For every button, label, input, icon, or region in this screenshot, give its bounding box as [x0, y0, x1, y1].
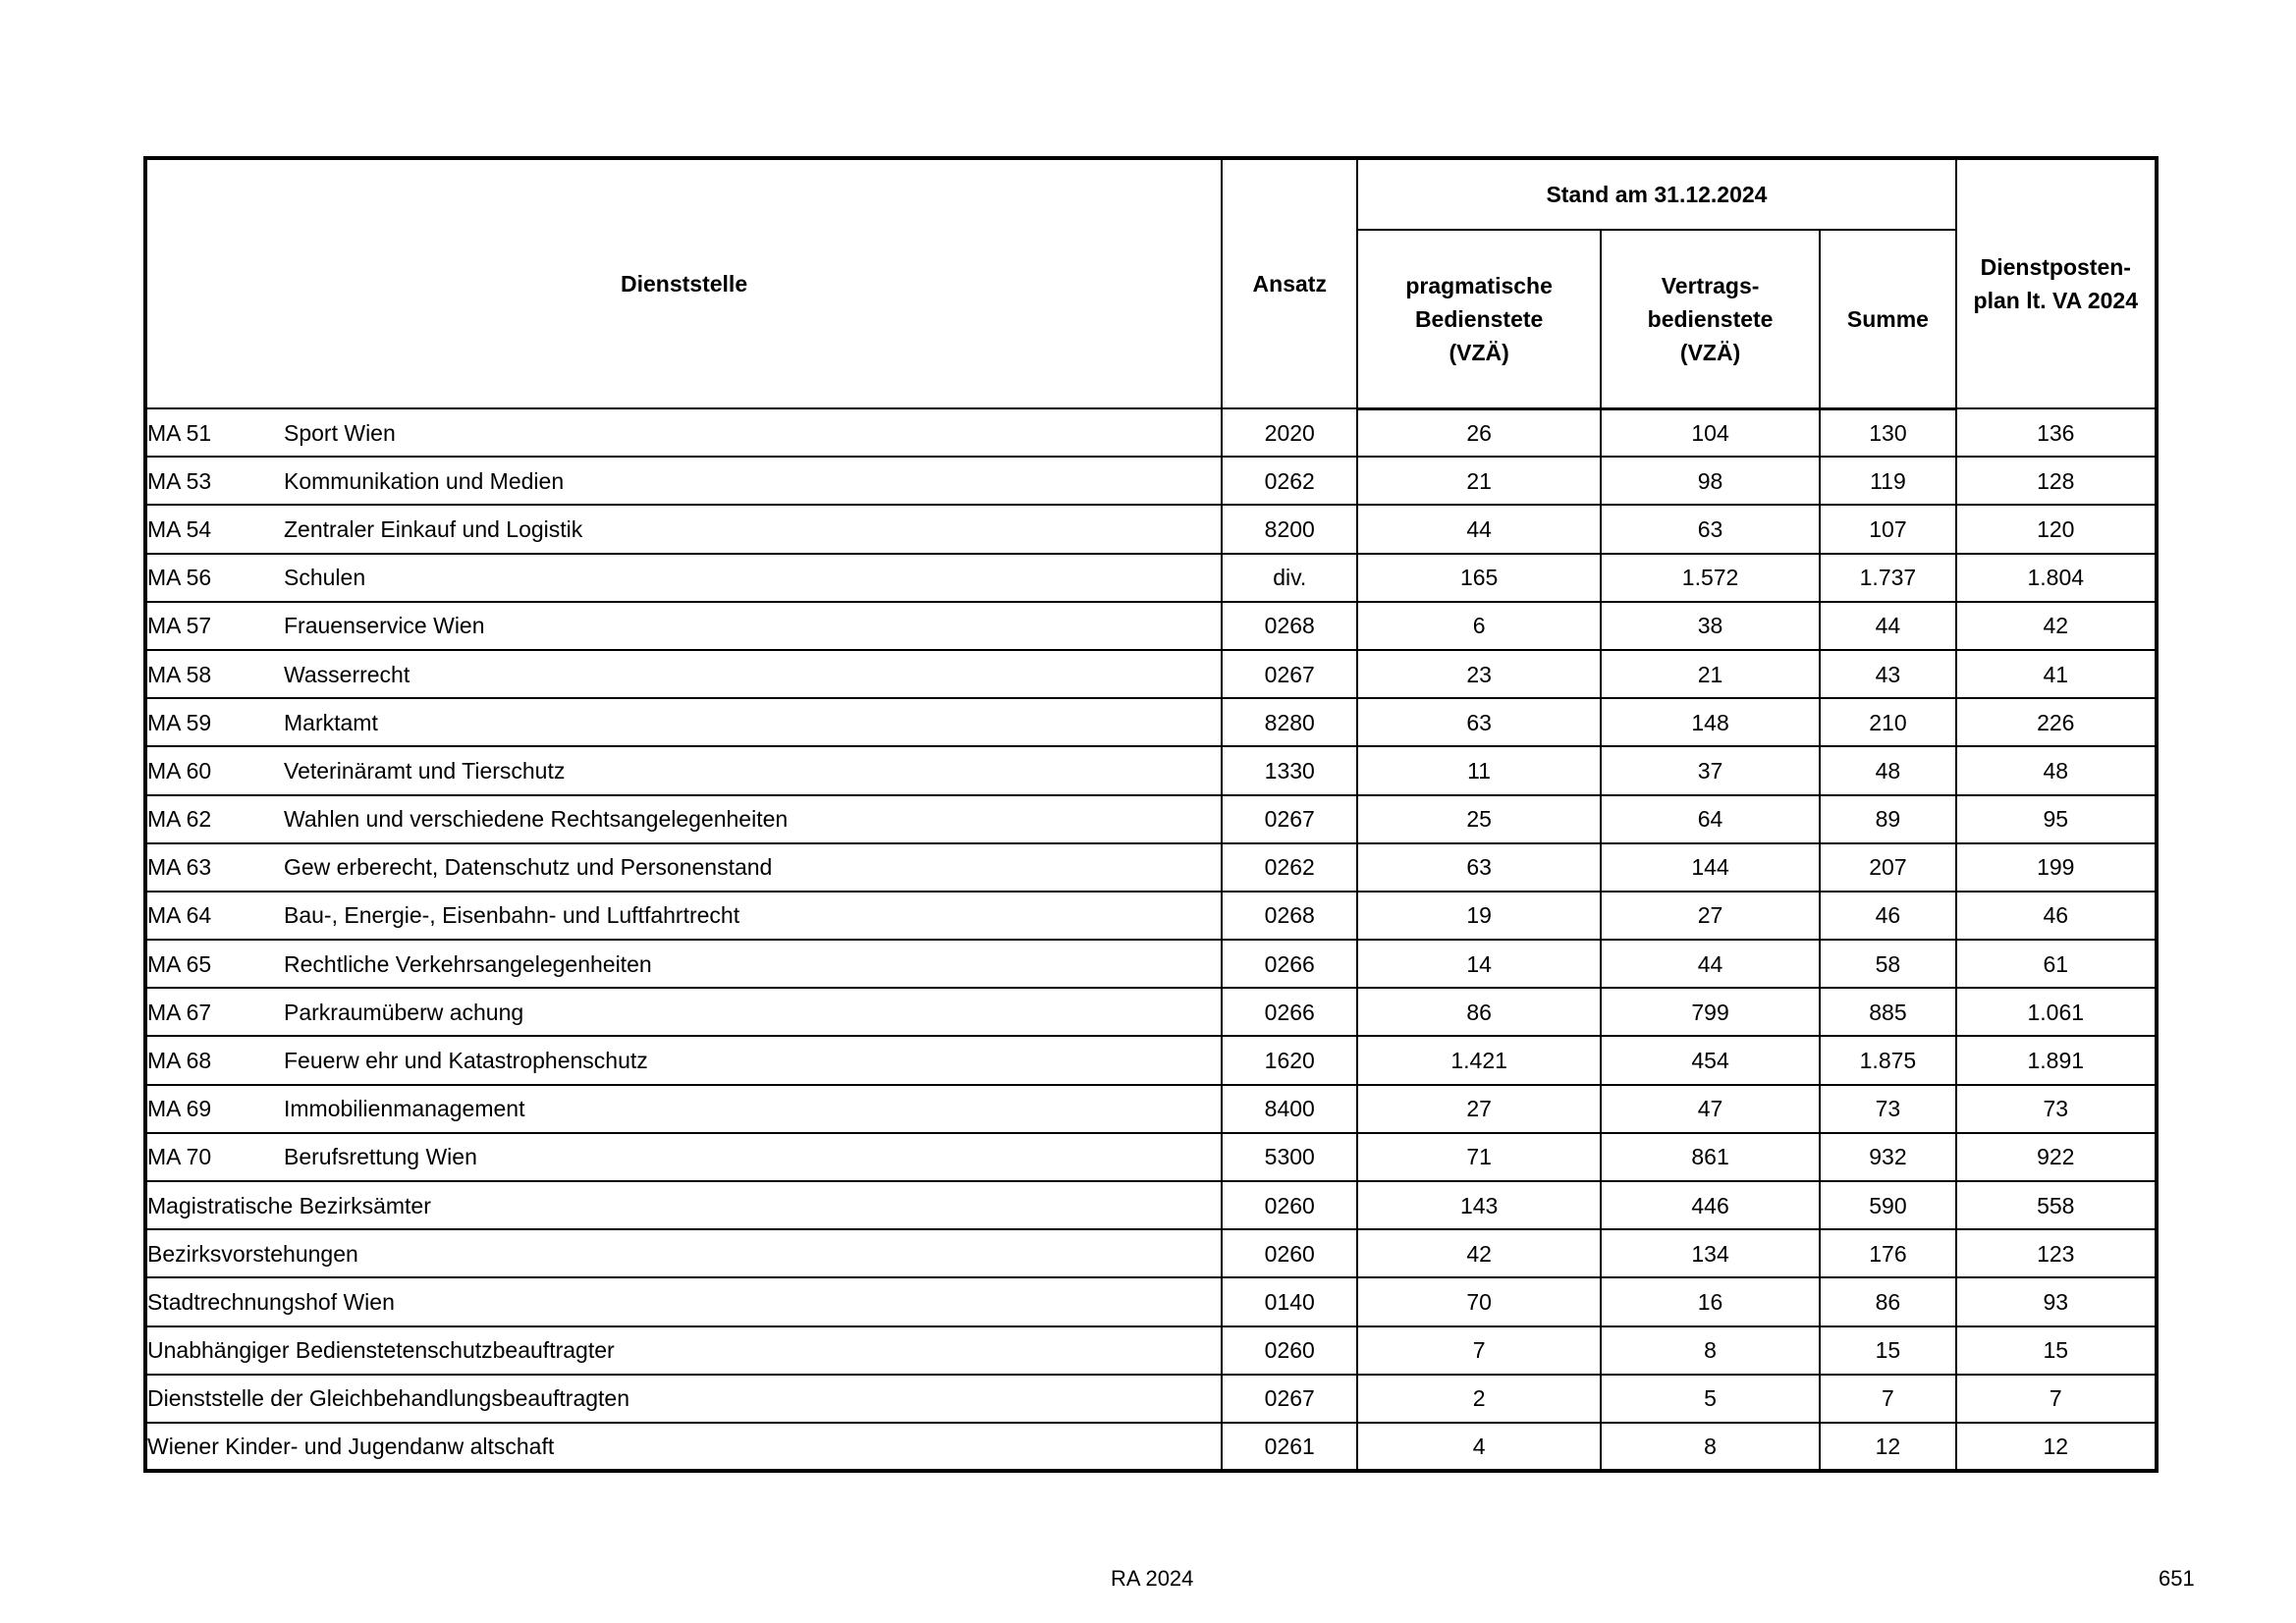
cell-vertrag: 8 — [1601, 1423, 1820, 1471]
cell-pragmatisch: 2 — [1357, 1375, 1600, 1423]
cell-code: MA 69 — [147, 1096, 212, 1122]
cell-ansatz: 0267 — [1222, 650, 1357, 698]
cell-dienststelle — [145, 746, 1222, 794]
table-row — [145, 1423, 2157, 1471]
cell-plan: 136 — [1956, 408, 2157, 457]
cell-plan: 558 — [1956, 1181, 2157, 1229]
cell-ansatz: 0261 — [1222, 1423, 1357, 1471]
cell-dienststelle — [145, 988, 1222, 1036]
cell-plan: 42 — [1956, 602, 2157, 650]
cell-dienststelle — [145, 1375, 1222, 1423]
cell-code: MA 70 — [147, 1144, 212, 1170]
cell-ansatz: div. — [1222, 554, 1357, 602]
cell-pragmatisch: 14 — [1357, 940, 1600, 988]
cell-plan: 7 — [1956, 1375, 2157, 1423]
cell-dienststelle — [145, 940, 1222, 988]
cell-vertrag: 1.572 — [1601, 554, 1820, 602]
cell-pragmatisch: 26 — [1357, 408, 1600, 457]
cell-vertrag: 861 — [1601, 1133, 1820, 1181]
cell-dienststelle — [145, 1133, 1222, 1181]
cell-summe: 48 — [1820, 746, 1955, 794]
cell-name: Wasserrecht — [284, 661, 410, 687]
cell-name: Zentraler Einkauf und Logistik — [284, 515, 583, 542]
cell-ansatz: 5300 — [1222, 1133, 1357, 1181]
cell-code: MA 60 — [147, 757, 212, 784]
cell-vertrag: 446 — [1601, 1181, 1820, 1229]
cell-pragmatisch: 4 — [1357, 1423, 1600, 1471]
footer-report: RA 2024 — [1111, 1566, 1194, 1591]
cell-name: Unabhängiger Bedienstetenschutzbeauftragter — [147, 1337, 615, 1364]
header-ansatz: Ansatz — [1222, 158, 1357, 408]
cell-dienststelle — [145, 843, 1222, 892]
cell-ansatz: 1330 — [1222, 746, 1357, 794]
cell-dienststelle — [145, 795, 1222, 843]
header-summe: Summe — [1820, 230, 1955, 408]
cell-pragmatisch: 23 — [1357, 650, 1600, 698]
cell-vertrag: 8 — [1601, 1326, 1820, 1375]
page-number: 651 — [2159, 1566, 2195, 1591]
table-row — [145, 698, 2157, 746]
cell-pragmatisch: 25 — [1357, 795, 1600, 843]
table-row — [145, 746, 2157, 794]
cell-pragmatisch: 44 — [1357, 505, 1600, 553]
table-row — [145, 1133, 2157, 1181]
cell-pragmatisch: 63 — [1357, 698, 1600, 746]
cell-ansatz: 0266 — [1222, 940, 1357, 988]
table-row — [145, 1326, 2157, 1375]
cell-vertrag: 44 — [1601, 940, 1820, 988]
cell-ansatz: 0268 — [1222, 892, 1357, 940]
cell-pragmatisch: 86 — [1357, 988, 1600, 1036]
cell-vertrag: 148 — [1601, 698, 1820, 746]
cell-pragmatisch: 27 — [1357, 1085, 1600, 1133]
cell-dienststelle — [145, 1181, 1222, 1229]
cell-pragmatisch: 165 — [1357, 554, 1600, 602]
cell-code: MA 68 — [147, 1048, 212, 1074]
cell-name: Feuerw ehr und Katastrophenschutz — [284, 1048, 648, 1074]
cell-dienststelle — [145, 1036, 1222, 1084]
cell-pragmatisch: 21 — [1357, 457, 1600, 505]
cell-plan: 1.804 — [1956, 554, 2157, 602]
cell-code: MA 62 — [147, 806, 212, 833]
cell-pragmatisch: 143 — [1357, 1181, 1600, 1229]
cell-plan: 73 — [1956, 1085, 2157, 1133]
cell-pragmatisch: 11 — [1357, 746, 1600, 794]
cell-dienststelle — [145, 408, 1222, 457]
cell-plan: 93 — [1956, 1277, 2157, 1325]
table-row — [145, 988, 2157, 1036]
cell-ansatz: 8400 — [1222, 1085, 1357, 1133]
table-row — [145, 1085, 2157, 1133]
cell-ansatz: 0262 — [1222, 457, 1357, 505]
cell-name: Veterinäramt und Tierschutz — [284, 757, 566, 784]
cell-vertrag: 37 — [1601, 746, 1820, 794]
cell-plan: 46 — [1956, 892, 2157, 940]
cell-dienststelle — [145, 1085, 1222, 1133]
cell-vertrag: 47 — [1601, 1085, 1820, 1133]
cell-summe: 58 — [1820, 940, 1955, 988]
cell-pragmatisch: 42 — [1357, 1229, 1600, 1277]
cell-dienststelle — [145, 650, 1222, 698]
cell-plan: 922 — [1956, 1133, 2157, 1181]
table-row — [145, 457, 2157, 505]
cell-summe: 15 — [1820, 1326, 1955, 1375]
table-row — [145, 1375, 2157, 1423]
cell-summe: 44 — [1820, 602, 1955, 650]
cell-summe: 932 — [1820, 1133, 1955, 1181]
cell-ansatz: 8200 — [1222, 505, 1357, 553]
cell-plan: 1.061 — [1956, 988, 2157, 1036]
cell-name: Parkraumüberw achung — [284, 999, 524, 1025]
cell-summe: 119 — [1820, 457, 1955, 505]
table-row — [145, 554, 2157, 602]
cell-ansatz: 1620 — [1222, 1036, 1357, 1084]
cell-code: MA 51 — [147, 419, 212, 446]
cell-dienststelle — [145, 698, 1222, 746]
cell-summe: 130 — [1820, 408, 1955, 457]
table-row — [145, 1229, 2157, 1277]
cell-summe: 207 — [1820, 843, 1955, 892]
cell-summe: 590 — [1820, 1181, 1955, 1229]
cell-pragmatisch: 63 — [1357, 843, 1600, 892]
cell-pragmatisch: 7 — [1357, 1326, 1600, 1375]
cell-code: MA 59 — [147, 709, 212, 735]
cell-code: MA 58 — [147, 661, 212, 687]
table-row — [145, 505, 2157, 553]
cell-name: Sport Wien — [284, 419, 396, 446]
cell-name: Stadtrechnungshof Wien — [147, 1288, 395, 1315]
cell-summe: 885 — [1820, 988, 1955, 1036]
header-pragmatische: pragmatische Bedienstete (VZÄ) — [1357, 230, 1600, 408]
cell-code: MA 54 — [147, 515, 212, 542]
cell-plan: 120 — [1956, 505, 2157, 553]
cell-summe: 176 — [1820, 1229, 1955, 1277]
staff-table — [143, 156, 2159, 1473]
cell-summe: 46 — [1820, 892, 1955, 940]
cell-ansatz: 0267 — [1222, 795, 1357, 843]
cell-plan: 15 — [1956, 1326, 2157, 1375]
cell-code: MA 65 — [147, 950, 212, 977]
header-dienststelle: Dienststelle — [145, 158, 1222, 408]
cell-vertrag: 799 — [1601, 988, 1820, 1036]
cell-code: MA 67 — [147, 999, 212, 1025]
cell-dienststelle — [145, 554, 1222, 602]
cell-plan: 128 — [1956, 457, 2157, 505]
cell-code: MA 63 — [147, 854, 212, 881]
cell-code: MA 57 — [147, 613, 212, 639]
cell-pragmatisch: 6 — [1357, 602, 1600, 650]
table-row — [145, 650, 2157, 698]
cell-name: Frauenservice Wien — [284, 613, 485, 639]
table-row — [145, 408, 2157, 457]
table-row — [145, 940, 2157, 988]
cell-dienststelle — [145, 892, 1222, 940]
cell-ansatz: 0260 — [1222, 1326, 1357, 1375]
cell-name: Rechtliche Verkehrsangelegenheiten — [284, 950, 652, 977]
cell-name: Magistratische Bezirksämter — [147, 1192, 431, 1218]
cell-ansatz: 0262 — [1222, 843, 1357, 892]
table-row — [145, 1036, 2157, 1084]
cell-ansatz: 8280 — [1222, 698, 1357, 746]
cell-ansatz: 0267 — [1222, 1375, 1357, 1423]
cell-summe: 1.875 — [1820, 1036, 1955, 1084]
cell-vertrag: 27 — [1601, 892, 1820, 940]
cell-ansatz: 0268 — [1222, 602, 1357, 650]
cell-vertrag: 134 — [1601, 1229, 1820, 1277]
cell-plan: 226 — [1956, 698, 2157, 746]
cell-summe: 12 — [1820, 1423, 1955, 1471]
table-row — [145, 1277, 2157, 1325]
cell-name: Bezirksvorstehungen — [147, 1240, 358, 1267]
header-dienstposten: Dienstposten- plan lt. VA 2024 — [1956, 158, 2157, 408]
cell-vertrag: 144 — [1601, 843, 1820, 892]
cell-dienststelle — [145, 1423, 1222, 1471]
cell-pragmatisch: 1.421 — [1357, 1036, 1600, 1084]
cell-code: MA 53 — [147, 467, 212, 494]
cell-plan: 1.891 — [1956, 1036, 2157, 1084]
cell-vertrag: 454 — [1601, 1036, 1820, 1084]
cell-name: Gew erberecht, Datenschutz und Personenstand — [284, 854, 773, 881]
cell-plan: 123 — [1956, 1229, 2157, 1277]
table-body — [145, 408, 2157, 1471]
cell-dienststelle — [145, 505, 1222, 553]
cell-name: Bau-, Energie-, Eisenbahn- und Luftfahrtrecht — [284, 902, 740, 929]
cell-ansatz: 0266 — [1222, 988, 1357, 1036]
cell-dienststelle — [145, 457, 1222, 505]
cell-plan: 95 — [1956, 795, 2157, 843]
cell-name: Kommunikation und Medien — [284, 467, 565, 494]
cell-code: MA 64 — [147, 902, 212, 929]
cell-summe: 89 — [1820, 795, 1955, 843]
cell-vertrag: 21 — [1601, 650, 1820, 698]
cell-name: Dienststelle der Gleichbehandlungsbeauftragten — [147, 1385, 629, 1412]
cell-plan: 48 — [1956, 746, 2157, 794]
cell-vertrag: 63 — [1601, 505, 1820, 553]
table-row — [145, 843, 2157, 892]
cell-vertrag: 16 — [1601, 1277, 1820, 1325]
cell-vertrag: 104 — [1601, 408, 1820, 457]
cell-plan: 41 — [1956, 650, 2157, 698]
cell-plan: 61 — [1956, 940, 2157, 988]
cell-code: MA 56 — [147, 565, 212, 591]
cell-plan: 199 — [1956, 843, 2157, 892]
header-vertrags: Vertrags- bedienstete (VZÄ) — [1601, 230, 1820, 408]
cell-dienststelle — [145, 1326, 1222, 1375]
table-row — [145, 892, 2157, 940]
cell-summe: 107 — [1820, 505, 1955, 553]
table-row — [145, 602, 2157, 650]
cell-name: Immobilienmanagement — [284, 1096, 525, 1122]
cell-summe: 1.737 — [1820, 554, 1955, 602]
cell-plan: 12 — [1956, 1423, 2157, 1471]
cell-dienststelle — [145, 1229, 1222, 1277]
cell-vertrag: 64 — [1601, 795, 1820, 843]
cell-ansatz: 0260 — [1222, 1181, 1357, 1229]
cell-ansatz: 0260 — [1222, 1229, 1357, 1277]
cell-summe: 7 — [1820, 1375, 1955, 1423]
cell-summe: 86 — [1820, 1277, 1955, 1325]
cell-summe: 43 — [1820, 650, 1955, 698]
cell-pragmatisch: 71 — [1357, 1133, 1600, 1181]
cell-summe: 73 — [1820, 1085, 1955, 1133]
cell-name: Schulen — [284, 565, 366, 591]
cell-ansatz: 0140 — [1222, 1277, 1357, 1325]
cell-ansatz: 2020 — [1222, 408, 1357, 457]
table-row — [145, 1181, 2157, 1229]
cell-vertrag: 5 — [1601, 1375, 1820, 1423]
cell-name: Wahlen und verschiedene Rechtsangelegenheiten — [284, 806, 789, 833]
cell-name: Berufsrettung Wien — [284, 1144, 477, 1170]
cell-name: Wiener Kinder- und Jugendanw altschaft — [147, 1434, 555, 1460]
cell-name: Marktamt — [284, 709, 378, 735]
cell-dienststelle — [145, 1277, 1222, 1325]
cell-summe: 210 — [1820, 698, 1955, 746]
cell-vertrag: 38 — [1601, 602, 1820, 650]
cell-pragmatisch: 19 — [1357, 892, 1600, 940]
header-stand: Stand am 31.12.2024 — [1357, 158, 1955, 230]
cell-vertrag: 98 — [1601, 457, 1820, 505]
cell-dienststelle — [145, 602, 1222, 650]
table-row — [145, 795, 2157, 843]
cell-pragmatisch: 70 — [1357, 1277, 1600, 1325]
